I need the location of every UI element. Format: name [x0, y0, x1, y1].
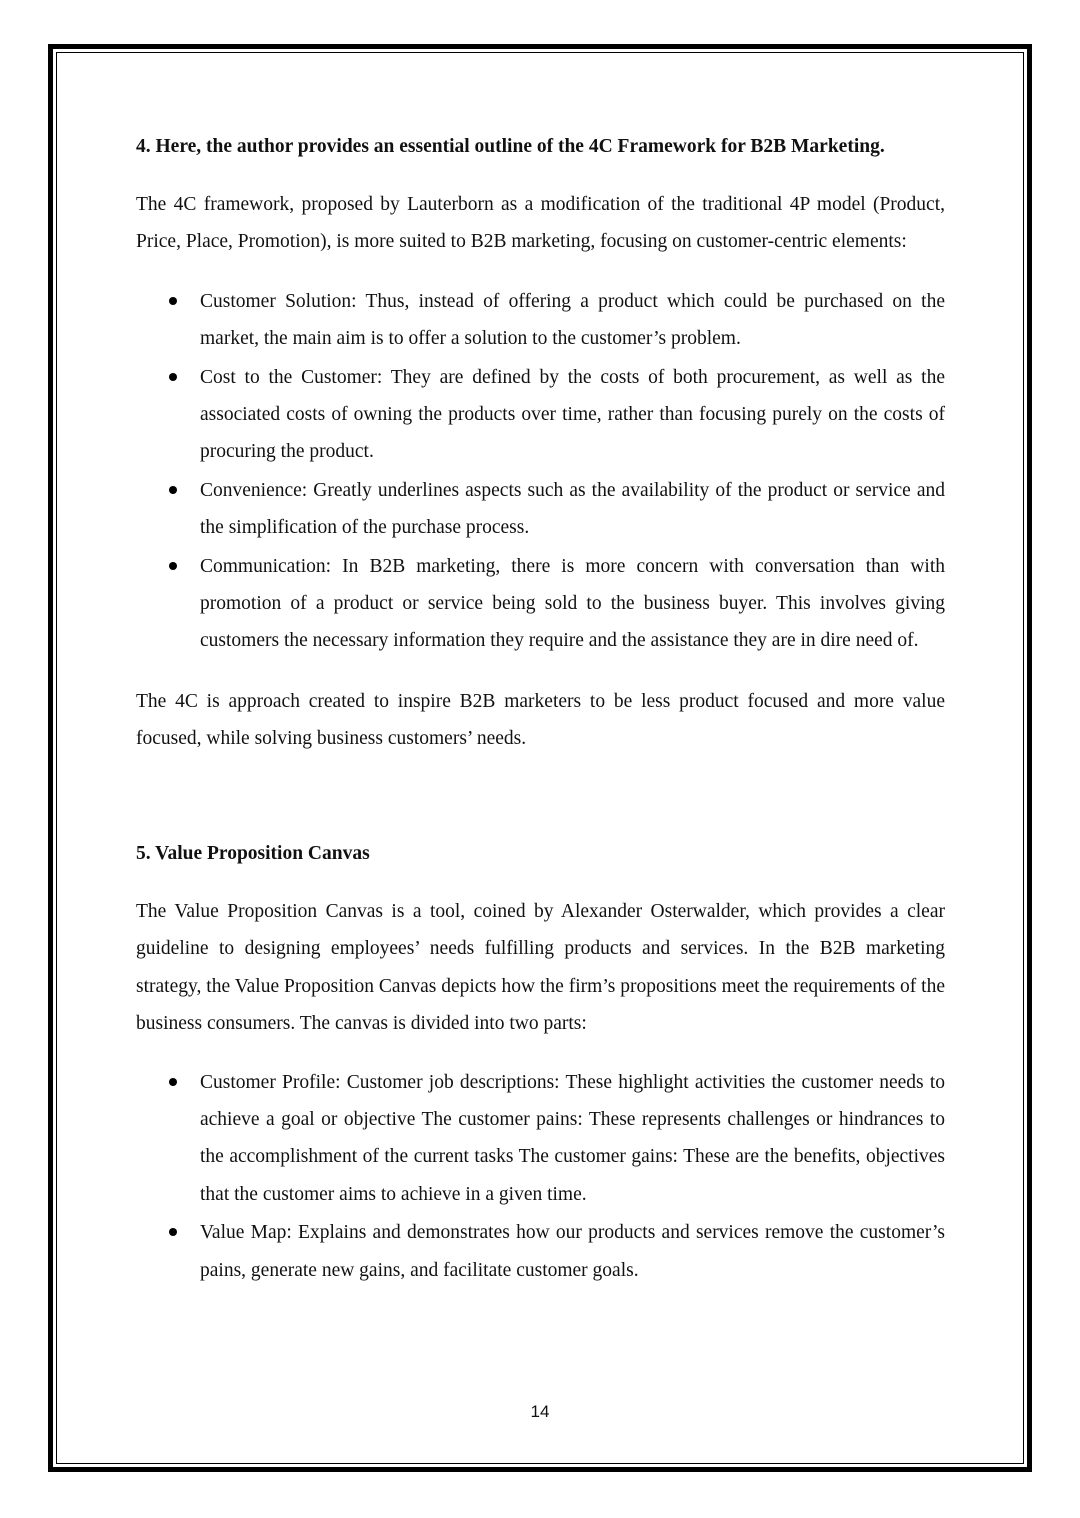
section-5-heading: 5. Value Proposition Canvas	[136, 843, 370, 865]
bullet-icon	[169, 562, 177, 570]
list-item	[136, 1214, 945, 1288]
list-item	[136, 359, 945, 471]
section-4-closing: The 4C is approach created to inspire B2B marketers to be less product focused and more value focused, while solving business customers’ needs.	[136, 690, 945, 749]
list-item	[136, 1064, 945, 1213]
section-4-intro: The 4C framework, proposed by Lauterborn as a modification of the traditional 4P model (Product, Price, Place, Promotion), is more suited to B2B marketing, focusing on customer-centric elements:	[136, 194, 945, 253]
list-item	[136, 283, 945, 357]
list-item-text: Convenience: Greatly underlines aspects such as the availability of the product or service and the simplification of the purchase process.	[200, 479, 945, 538]
list-item-text: Communication: In B2B marketing, there is more concern with conversation than with promotion of a product or service being sold to the business buyer. This involves giving customers the necessary information they require and the assistance they are in dire need of.	[200, 555, 945, 651]
section-4-heading: 4. Here, the author provides an essential outline of the 4C Framework for B2B Marketing.	[136, 136, 885, 157]
bullet-icon	[169, 373, 177, 381]
section-5-bullet-list	[136, 1064, 945, 1289]
bullet-icon	[169, 1078, 177, 1086]
section-4-bullet-list	[136, 283, 945, 660]
page-number: 14	[530, 1402, 550, 1421]
list-item	[136, 548, 945, 660]
list-item-text: Cost to the Customer: They are defined by the costs of both procurement, as well as the associated costs of owning the products over time, rather than focusing purely on the costs of procuring the product.	[200, 366, 945, 462]
list-item-text: Customer Profile: Customer job descriptions: These highlight activities the customer needs to achieve a goal or objective The customer pains: These represents challenges or hindrances to the accomplishment of the current tasks The customer gains: These are the benefits, objectives that the customer aims to achieve in a given time.	[200, 1072, 945, 1205]
document-body	[136, 128, 945, 1290]
bullet-icon	[169, 297, 177, 305]
list-item	[136, 472, 945, 546]
list-item-text: Customer Solution: Thus, instead of offering a product which could be purchased on the market, the main aim is to offer a solution to the customer’s problem.	[200, 290, 945, 349]
bullet-icon	[169, 486, 177, 494]
list-item-text: Value Map: Explains and demonstrates how our products and services remove the customer’s pains, generate new gains, and facilitate customer goals.	[200, 1222, 945, 1281]
section-5-intro: The Value Proposition Canvas is a tool, coined by Alexander Osterwalder, which provides a clear guideline to designing employees’ needs fulfilling products and services. In the B2B marketing strategy, the Value Proposition Canvas depicts how the firm’s propositions meet the requirements of the business consumers. The canvas is divided into two parts:	[136, 901, 945, 1034]
bullet-icon	[169, 1228, 177, 1236]
